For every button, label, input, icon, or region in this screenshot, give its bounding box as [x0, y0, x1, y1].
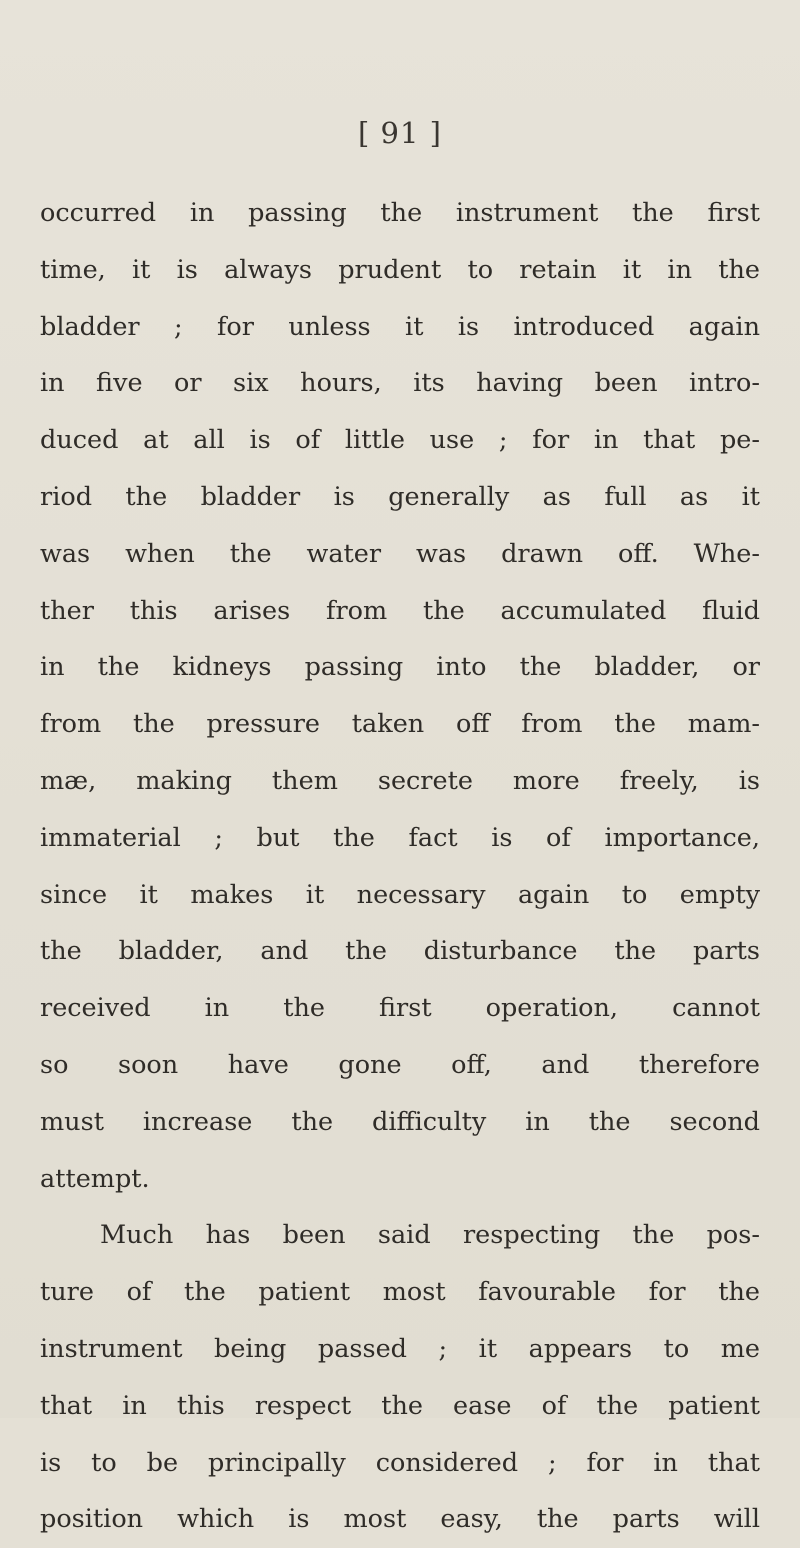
page-number: [ 91 ] [358, 116, 442, 150]
text-line: received in the first operation, cannot [40, 993, 760, 1024]
text-line: ther this arises from the accumulated fluid [40, 595, 760, 626]
text-line: occurred in passing the instrument the first [40, 198, 760, 228]
text-line: Much has been said respecting the pos- [100, 1220, 760, 1251]
text-line: position which is most easy, the parts will [40, 1504, 760, 1535]
text-line: riod the bladder is generally as full as it [40, 481, 760, 512]
text-line: bladder ; for unless it is introduced again [40, 311, 760, 342]
text-line: was when the water was drawn off. Whe- [40, 538, 760, 569]
text-line: ture of the patient most favourable for the [40, 1277, 760, 1308]
text-line: is to be principally considered ; for in that [40, 1447, 760, 1478]
body-text [40, 185, 760, 1548]
text-line: instrument being passed ; it appears to me [40, 1333, 760, 1364]
text-line: in the kidneys passing into the bladder, or [40, 652, 760, 683]
text-line: attempt. [40, 1163, 150, 1194]
text-line: mæ, making them secrete more freely, is [40, 765, 760, 796]
text-line: since it makes it necessary again to empty [40, 879, 760, 910]
text-line: so soon have gone off, and therefore [40, 1049, 760, 1080]
text-line: time, it is always prudent to retain it in the [40, 254, 760, 285]
text-line: must increase the difficulty in the second [40, 1106, 760, 1137]
text-line: from the pressure taken off from the mam- [40, 709, 760, 740]
text-line: in five or six hours, its having been intro- [40, 368, 760, 399]
text-line: immaterial ; but the fact is of importance, [40, 822, 760, 853]
text-line: that in this respect the ease of the patient [40, 1390, 760, 1421]
text-line: duced at all is of little use ; for in that pe- [40, 425, 760, 456]
text-line: the bladder, and the disturbance the parts [40, 936, 760, 967]
